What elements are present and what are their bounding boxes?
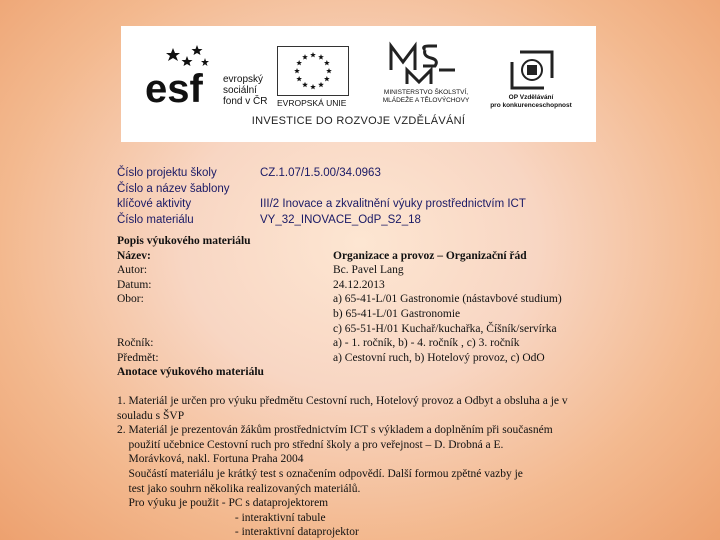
esf-caption-line: fond v ČR (223, 96, 268, 107)
annotation-line: Pro výuku je použit - PC s dataprojektorem (117, 497, 329, 510)
esf-caption (223, 74, 267, 107)
op-caption-line: pro konkurenceschopnost (490, 102, 572, 109)
msmt-caption-line: MLÁDEŽE A TĚLOVÝCHOVY (382, 97, 470, 104)
svg-text:esf: esf (145, 67, 203, 104)
description-heading: Popis výukového materiálu (117, 235, 251, 247)
annotation-line: souladu s ŠVP (117, 409, 185, 422)
eu-flag-icon (277, 46, 349, 96)
field-value: a) 65-41-L/01 Gastronomie (nástavbové studium) (333, 293, 562, 306)
author-value: Bc. Pavel Lang (333, 264, 404, 277)
date-value: 24.12.2013 (333, 278, 385, 291)
eu-caption: EVROPSKÁ UNIE (277, 98, 347, 108)
author-label: Autor: (117, 264, 148, 277)
annotation-line: - interaktivní tabule (117, 511, 326, 524)
template-label: Číslo a název šablony (117, 182, 230, 195)
msmt-caption (371, 89, 481, 105)
annotation-line: test jako souhrn několika realizovaných materiálů. (117, 482, 361, 495)
material-number-label: Číslo materiálu (117, 213, 194, 226)
annotation-text (117, 394, 597, 540)
annotation-line: 2. Materiál je prezentován žákům prostřednictvím ICT s výkladem a doplněním při současném (117, 424, 553, 437)
subject-label: Předmět: (117, 351, 159, 364)
tagline: INVESTICE DO ROZVOJE VZDĚLÁVÁNÍ (251, 115, 466, 127)
msmt-caption-line: MINISTERSTVO ŠKOLSTVÍ, (383, 89, 469, 96)
msmt-logo (387, 40, 459, 88)
year-label: Ročník: (117, 337, 154, 350)
project-number-label: Číslo projektu školy (117, 167, 217, 179)
annotation-heading: Anotace výukového materiálu (117, 366, 264, 379)
key-activity-label: klíčové aktivity (117, 198, 192, 210)
key-activity-value: III/2 Inovace a zkvalitnění výuky prostřednictvím ICT (260, 198, 526, 210)
esf-logo (143, 42, 221, 104)
logo-banner (121, 26, 596, 142)
op-caption-line: OP Vzdělávání (508, 94, 554, 101)
project-number-value: CZ.1.07/1.5.00/34.0963 (260, 167, 381, 179)
year-value: a) - 1. ročník, b) - 4. ročník , c) 3. ročník (333, 337, 520, 350)
field-value: b) 65-41-L/01 Gastronomie (333, 308, 461, 320)
annotation-line: 1. Materiál je určen pro výuku předmětu Cestovní ruch, Hotelový provoz a Odbyt a obsluha a je v (117, 395, 568, 407)
op-logo (508, 48, 556, 92)
date-label: Datum: (117, 278, 152, 291)
annotation-line: použití učebnice Cestovní ruch pro střední školy a pro veřejnost – D. Drobná a E. (117, 438, 504, 451)
annotation-line: Morávková, nakl. Fortuna Praha 2004 (117, 453, 304, 466)
annotation-line: - interaktivní dataprojektor (117, 526, 359, 539)
esf-caption-line: sociální (223, 85, 257, 96)
field-value: c) 65-51-H/01 Kuchař/kuchařka, Číšník/servírka (333, 322, 557, 335)
esf-caption-line: evropský (223, 74, 264, 85)
op-caption (481, 94, 581, 110)
name-label: Název: (117, 249, 151, 262)
subject-value: a) Cestovní ruch, b) Hotelový provoz, c) OdO (333, 351, 545, 364)
annotation-line: Součástí materiálu je krátký test s označením odpovědí. Další formou zpětné vazby je (117, 467, 523, 480)
field-label: Obor: (117, 293, 144, 306)
material-number-value: VY_32_INOVACE_OdP_S2_18 (260, 213, 421, 226)
name-value: Organizace a provoz – Organizační řád (333, 249, 527, 262)
